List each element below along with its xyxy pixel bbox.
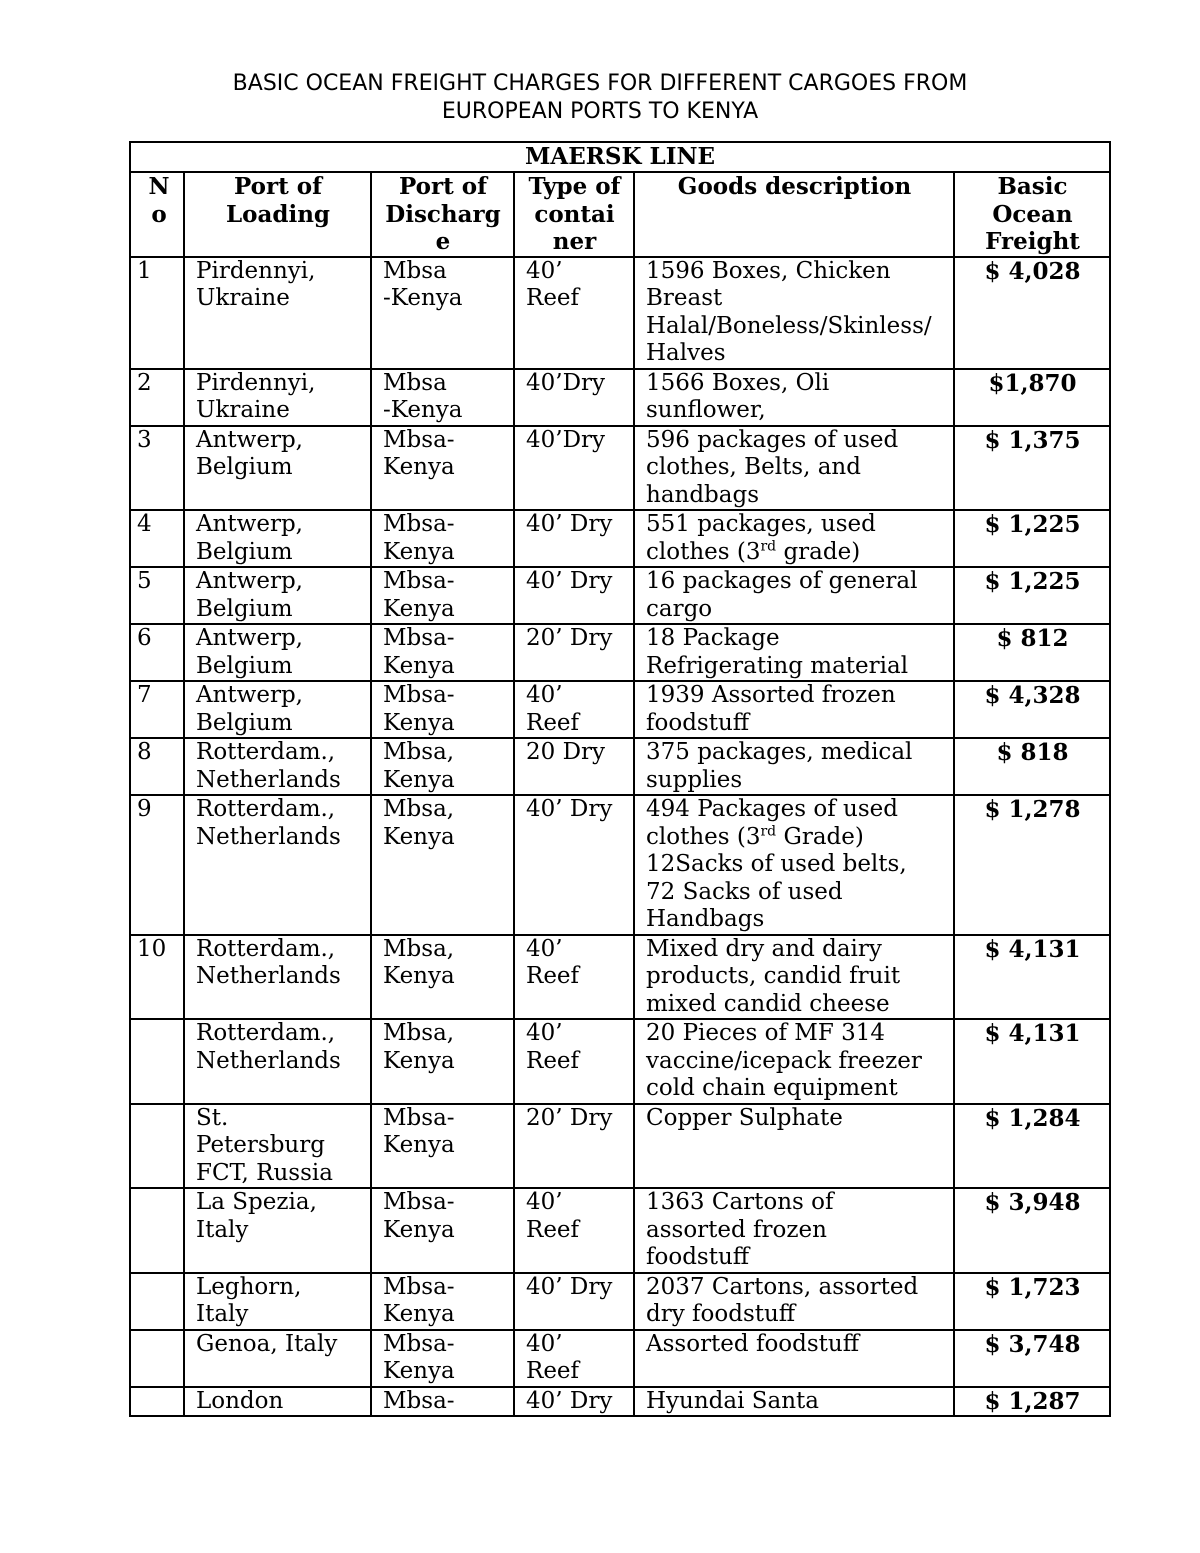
goods-description: Copper Sulphate: [634, 1104, 954, 1189]
container-type: 40’ Reef: [514, 257, 634, 369]
basic-ocean-freight: $ 1,284: [954, 1104, 1110, 1189]
goods-description: 1939 Assorted frozen foodstuff: [634, 681, 954, 738]
goods-description: 1363 Cartons of assorted frozen foodstuff: [634, 1188, 954, 1273]
port-of-discharge: Mbsa- Kenya: [371, 1330, 514, 1387]
row-number: [130, 1019, 184, 1104]
table-row: [130, 567, 1110, 624]
goods-description: Mixed dry and dairy products, candid fruit mixed candid cheese: [634, 935, 954, 1020]
port-of-discharge: Mbsa, Kenya: [371, 935, 514, 1020]
table-row: [130, 1330, 1110, 1387]
port-of-loading: Leghorn, Italy: [184, 1273, 371, 1330]
row-number: 5: [130, 567, 184, 624]
carrier-row: [130, 142, 1110, 172]
row-number: [130, 1387, 184, 1417]
basic-ocean-freight: $ 812: [954, 624, 1110, 681]
basic-ocean-freight: $ 3,948: [954, 1188, 1110, 1273]
basic-ocean-freight: $ 818: [954, 738, 1110, 795]
table-row: [130, 1188, 1110, 1273]
row-number: 6: [130, 624, 184, 681]
table-row: [130, 1273, 1110, 1330]
port-of-discharge: Mbsa- Kenya: [371, 1188, 514, 1273]
port-of-loading: Rotterdam., Netherlands: [184, 935, 371, 1020]
goods-description: 551 packages, used clothes (3rd grade): [634, 510, 954, 567]
row-number: 9: [130, 795, 184, 935]
basic-ocean-freight: $1,870: [954, 369, 1110, 426]
header-container-type: Type of contai ner: [514, 172, 634, 257]
port-of-discharge: Mbsa- Kenya: [371, 567, 514, 624]
table-row: [130, 1387, 1110, 1417]
header-port-of-loading: Port of Loading: [184, 172, 371, 257]
port-of-discharge: Mbsa, Kenya: [371, 1019, 514, 1104]
container-type: 40’ Reef: [514, 1188, 634, 1273]
basic-ocean-freight: $ 1,375: [954, 426, 1110, 511]
goods-description: Assorted foodstuff: [634, 1330, 954, 1387]
table-row: [130, 257, 1110, 369]
port-of-discharge: Mbsa- Kenya: [371, 1273, 514, 1330]
port-of-loading: Antwerp, Belgium: [184, 624, 371, 681]
goods-description: 596 packages of used clothes, Belts, and handbags: [634, 426, 954, 511]
port-of-discharge: Mbsa- Kenya: [371, 510, 514, 567]
port-of-loading: Antwerp, Belgium: [184, 681, 371, 738]
port-of-discharge: Mbsa -Kenya: [371, 257, 514, 369]
header-no: N o: [130, 172, 184, 257]
table-row: [130, 426, 1110, 511]
row-number: 1: [130, 257, 184, 369]
basic-ocean-freight: $ 1,287: [954, 1387, 1110, 1417]
header-goods-description: Goods description: [634, 172, 954, 257]
container-type: 40’ Reef: [514, 681, 634, 738]
port-of-loading: London: [184, 1387, 371, 1417]
table-row: [130, 1019, 1110, 1104]
header-row: [130, 172, 1110, 257]
port-of-discharge: Mbsa-: [371, 1387, 514, 1417]
port-of-discharge: Mbsa- Kenya: [371, 624, 514, 681]
port-of-loading: Antwerp, Belgium: [184, 426, 371, 511]
goods-description: 2037 Cartons, assorted dry foodstuff: [634, 1273, 954, 1330]
port-of-loading: Rotterdam., Netherlands: [184, 795, 371, 935]
container-type: 40’ Dry: [514, 795, 634, 935]
container-type: 40’ Reef: [514, 1019, 634, 1104]
port-of-loading: St. Petersburg FCT, Russia: [184, 1104, 371, 1189]
container-type: 40’ Reef: [514, 935, 634, 1020]
container-type: 20 Dry: [514, 738, 634, 795]
basic-ocean-freight: $ 1,278: [954, 795, 1110, 935]
port-of-loading: Antwerp, Belgium: [184, 567, 371, 624]
port-of-loading: Genoa, Italy: [184, 1330, 371, 1387]
port-of-discharge: Mbsa -Kenya: [371, 369, 514, 426]
container-type: 40’Dry: [514, 369, 634, 426]
port-of-loading: Antwerp, Belgium: [184, 510, 371, 567]
container-type: 40’ Reef: [514, 1330, 634, 1387]
port-of-loading: Pirdennyi, Ukraine: [184, 369, 371, 426]
container-type: 40’ Dry: [514, 1273, 634, 1330]
basic-ocean-freight: $ 4,028: [954, 257, 1110, 369]
table-row: [130, 738, 1110, 795]
row-number: [130, 1273, 184, 1330]
basic-ocean-freight: $ 1,225: [954, 510, 1110, 567]
title-line-2: EUROPEAN PORTS TO KENYA: [441, 99, 759, 124]
table-row: [130, 369, 1110, 426]
table-row: [130, 510, 1110, 567]
goods-description: 375 packages, medical supplies: [634, 738, 954, 795]
goods-description: 20 Pieces of MF 314 vaccine/icepack freezer cold chain equipment: [634, 1019, 954, 1104]
port-of-discharge: Mbsa- Kenya: [371, 681, 514, 738]
basic-ocean-freight: $ 1,225: [954, 567, 1110, 624]
port-of-discharge: Mbsa- Kenya: [371, 426, 514, 511]
container-type: 40’Dry: [514, 426, 634, 511]
basic-ocean-freight: $ 4,328: [954, 681, 1110, 738]
table-row: [130, 624, 1110, 681]
document-title: [0, 70, 1200, 126]
row-number: 3: [130, 426, 184, 511]
basic-ocean-freight: $ 4,131: [954, 935, 1110, 1020]
row-number: [130, 1330, 184, 1387]
table-row: [130, 1104, 1110, 1189]
table-row: [130, 681, 1110, 738]
row-number: [130, 1104, 184, 1189]
goods-description: 494 Packages of used clothes (3rd Grade) 12Sacks of used belts, 72 Sacks of used Handbags: [634, 795, 954, 935]
basic-ocean-freight: $ 1,723: [954, 1273, 1110, 1330]
port-of-loading: Rotterdam., Netherlands: [184, 738, 371, 795]
basic-ocean-freight: $ 4,131: [954, 1019, 1110, 1104]
port-of-discharge: Mbsa, Kenya: [371, 738, 514, 795]
port-of-discharge: Mbsa, Kenya: [371, 795, 514, 935]
goods-description: 16 packages of general cargo: [634, 567, 954, 624]
title-line-1: BASIC OCEAN FREIGHT CHARGES FOR DIFFERENT CARGOES FROM: [232, 71, 968, 96]
carrier-name: MAERSK LINE: [130, 142, 1110, 172]
row-number: 8: [130, 738, 184, 795]
row-number: 7: [130, 681, 184, 738]
basic-ocean-freight: $ 3,748: [954, 1330, 1110, 1387]
goods-description: 1596 Boxes, Chicken Breast Halal/Boneless/Skinless/ Halves: [634, 257, 954, 369]
row-number: 10: [130, 935, 184, 1020]
container-type: 40’ Dry: [514, 510, 634, 567]
container-type: 40’ Dry: [514, 567, 634, 624]
port-of-loading: Rotterdam., Netherlands: [184, 1019, 371, 1104]
row-number: 4: [130, 510, 184, 567]
table-row: [130, 935, 1110, 1020]
port-of-discharge: Mbsa- Kenya: [371, 1104, 514, 1189]
freight-table: [129, 141, 1111, 1417]
goods-description: 18 Package Refrigerating material: [634, 624, 954, 681]
port-of-loading: La Spezia, Italy: [184, 1188, 371, 1273]
header-basic-ocean-freight: Basic Ocean Freight: [954, 172, 1110, 257]
header-port-of-discharge: Port of Discharg e: [371, 172, 514, 257]
container-type: 20’ Dry: [514, 1104, 634, 1189]
row-number: [130, 1188, 184, 1273]
container-type: 20’ Dry: [514, 624, 634, 681]
container-type: 40’ Dry: [514, 1387, 634, 1417]
row-number: 2: [130, 369, 184, 426]
table-row: [130, 795, 1110, 935]
goods-description: Hyundai Santa: [634, 1387, 954, 1417]
port-of-loading: Pirdennyi, Ukraine: [184, 257, 371, 369]
goods-description: 1566 Boxes, Oli sunflower,: [634, 369, 954, 426]
